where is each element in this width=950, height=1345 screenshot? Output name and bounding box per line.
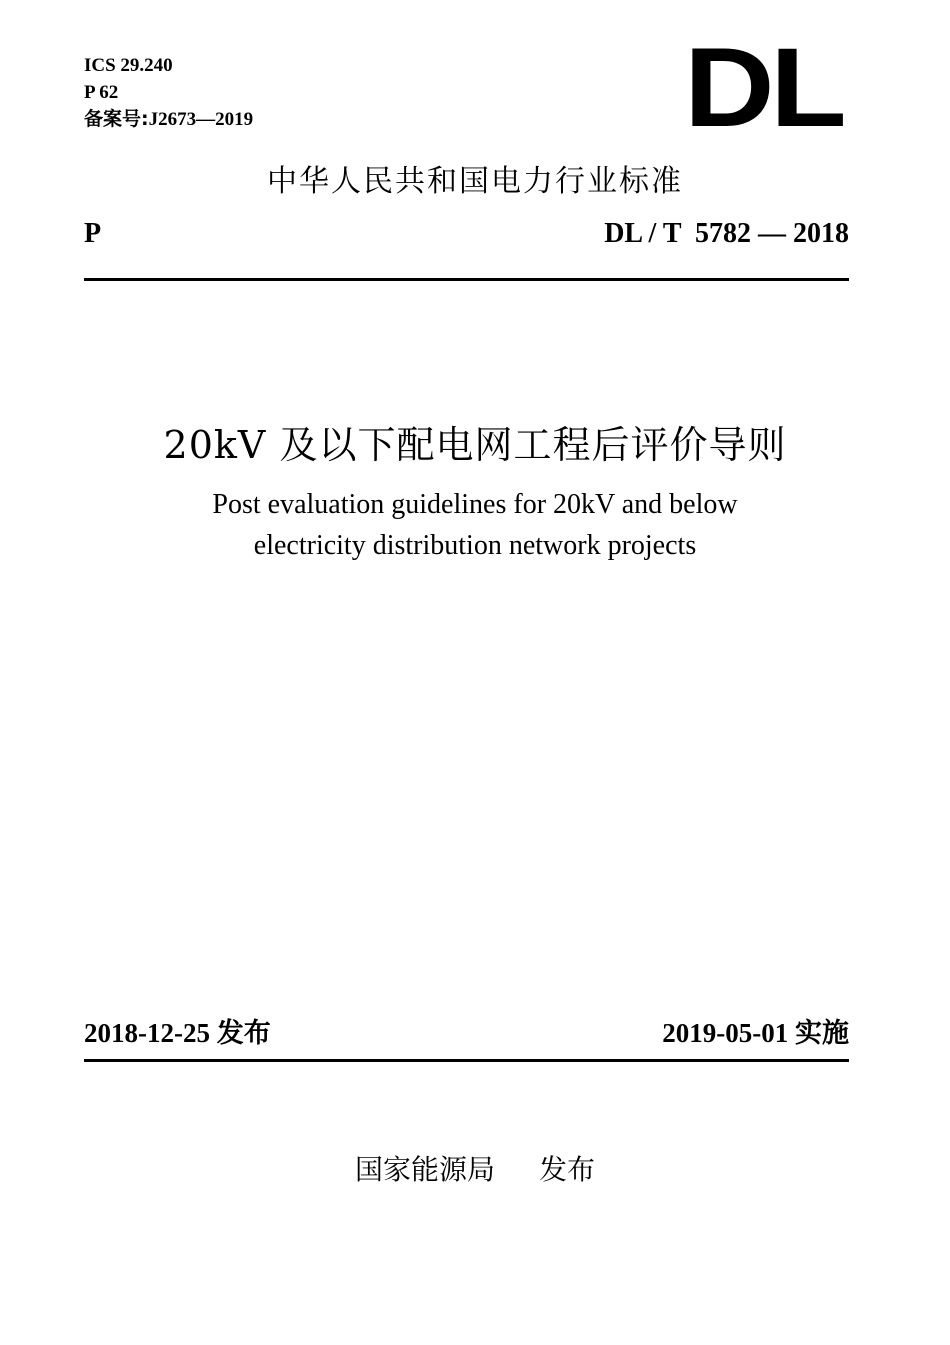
implementation-label: 实施 <box>795 1018 849 1049</box>
release-date <box>84 1011 271 1050</box>
issuer-label: 发布 <box>539 1153 596 1186</box>
top-divider <box>84 278 849 281</box>
record-line <box>84 106 253 133</box>
implementation-date-value: 2019-05-01 <box>662 1018 789 1048</box>
class-code: P 62 <box>84 82 119 103</box>
bottom-divider <box>84 1059 849 1062</box>
title-chinese: 20kV 及以下配电网工程后评价导则 <box>163 423 787 467</box>
record-number: J2673—2019 <box>148 109 254 130</box>
release-label: 发布 <box>216 1018 271 1049</box>
issuer-name: 国家能源局 <box>354 1153 495 1186</box>
standard-number: DL / T 5782 — 2018 <box>604 218 849 249</box>
release-date-value: 2018-12-25 <box>84 1018 210 1048</box>
ics-code: ICS 29.240 <box>84 55 173 76</box>
industry-standard-heading: 中华人民共和国电力行业标准 <box>267 164 683 199</box>
issuer <box>0 1148 950 1188</box>
record-label: 备案号: <box>84 108 149 130</box>
dl-logo: DL <box>683 25 842 150</box>
title-english-line-2: electricity distribution network projects <box>253 530 697 561</box>
document-meta <box>84 52 253 133</box>
implementation-date <box>662 1011 849 1050</box>
classification-code: P <box>84 218 102 249</box>
title-english-line-1: Post evaluation guidelines for 20kV and below <box>212 489 738 520</box>
